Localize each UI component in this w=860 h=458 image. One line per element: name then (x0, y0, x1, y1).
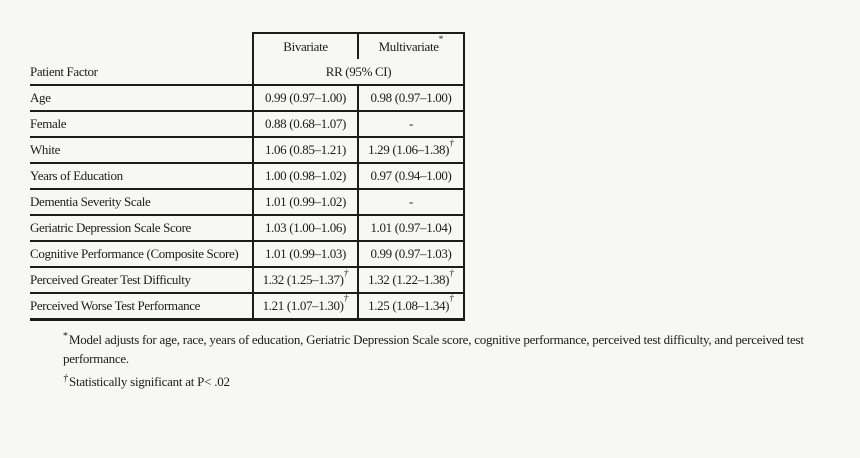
factor-cell: Cognitive Performance (Composite Score) (30, 241, 253, 267)
multivariate-value-cell (358, 267, 464, 293)
rr-value: 0.99 (0.97–1.03) (370, 246, 452, 261)
rr-value: 0.97 (0.94–1.00) (370, 168, 452, 183)
footnote-line: †Statistically significant at P< .02 (63, 372, 230, 389)
factor-cell: Dementia Severity Scale (30, 189, 253, 215)
table-row (30, 293, 464, 319)
bivariate-value-cell (253, 85, 358, 111)
multivariate-value-cell (358, 111, 464, 137)
factor-cell: Age (30, 85, 253, 111)
asterisk-superscript: * (438, 35, 444, 46)
footnote-line: *Model adjusts for age, race, years of education, Geriatric Depression Scale score, cognitive performance, perceived test difficulty, and perceived test (63, 330, 804, 347)
bivariate-value-cell (253, 215, 358, 241)
table-row (30, 215, 464, 241)
multivariate-value-cell (358, 85, 464, 111)
dagger-superscript: † (449, 294, 454, 305)
rr-value: - (409, 194, 413, 209)
rr-value: 1.32 (1.25–1.37) (262, 272, 344, 287)
bivariate-value-cell (253, 267, 358, 293)
rr-table (30, 32, 465, 321)
rr-value: 0.99 (0.97–1.00) (264, 90, 347, 105)
multivariate-value-cell (358, 189, 464, 215)
rr-value: 1.00 (0.98–1.02) (264, 168, 347, 183)
multivariate-value-cell (358, 241, 464, 267)
rr-value: 1.01 (0.99–1.02) (264, 194, 347, 209)
footnote-marker: * (63, 330, 68, 342)
rr-value: 1.01 (0.99–1.03) (264, 246, 347, 261)
rr-value: 0.88 (0.68–1.07) (264, 116, 347, 131)
bivariate-value-cell (253, 163, 358, 189)
factor-cell: Perceived Greater Test Difficulty (30, 267, 253, 293)
multivariate-value-cell (358, 163, 464, 189)
multivariate-value-cell (358, 137, 464, 163)
factor-cell: White (30, 137, 253, 163)
multivariate-value-cell (358, 293, 464, 319)
rr-value: 1.25 (1.08–1.34) (368, 297, 450, 313)
bivariate-value-cell (253, 189, 358, 215)
subheader-row (30, 59, 464, 85)
bivariate-value-cell (253, 111, 358, 137)
span-header-rr-ci: RR (95% CI) (253, 59, 464, 85)
rr-value: - (409, 116, 413, 131)
table-row (30, 189, 464, 215)
rr-value: 1.03 (1.00–1.06) (264, 220, 347, 235)
rr-value: 1.06 (0.85–1.21) (264, 142, 347, 157)
rr-value: 1.01 (0.97–1.04) (370, 220, 452, 235)
footnote-line: performance. (63, 351, 129, 366)
dagger-superscript: † (449, 138, 454, 149)
rr-value: 0.98 (0.97–1.00) (370, 90, 452, 105)
rr-value: 1.21 (1.07–1.30) (262, 297, 344, 313)
factor-cell: Female (30, 111, 253, 137)
rr-value: 1.29 (1.06–1.38) (368, 142, 450, 157)
bivariate-value-cell (253, 241, 358, 267)
row-header-patient-factor: Patient Factor (30, 59, 253, 85)
empty-corner-cell (30, 33, 253, 59)
table-row (30, 137, 464, 163)
table-row (30, 85, 464, 111)
factor-cell: Years of Education (30, 163, 253, 189)
multivariate-value-cell (358, 215, 464, 241)
dagger-superscript: † (343, 294, 349, 305)
footnote-model-adjusts (63, 330, 855, 368)
footnote-statistical-significance (63, 372, 230, 391)
multivariate-label: Multivariate (378, 38, 439, 54)
footnote-marker: † (63, 372, 68, 384)
bivariate-label: Bivariate (283, 38, 328, 54)
table-row (30, 267, 464, 293)
dagger-superscript: † (343, 268, 349, 279)
table-row (30, 241, 464, 267)
column-header-row (30, 33, 464, 59)
factor-cell: Geriatric Depression Scale Score (30, 215, 253, 241)
column-header-bivariate (253, 33, 358, 59)
table-row (30, 111, 464, 137)
column-header-multivariate (358, 33, 464, 59)
bivariate-value-cell (253, 137, 358, 163)
rr-value: 1.32 (1.22–1.38) (368, 272, 450, 287)
dagger-superscript: † (449, 268, 454, 279)
bivariate-value-cell (253, 293, 358, 319)
factor-cell: Perceived Worse Test Performance (30, 293, 253, 319)
table-row (30, 163, 464, 189)
